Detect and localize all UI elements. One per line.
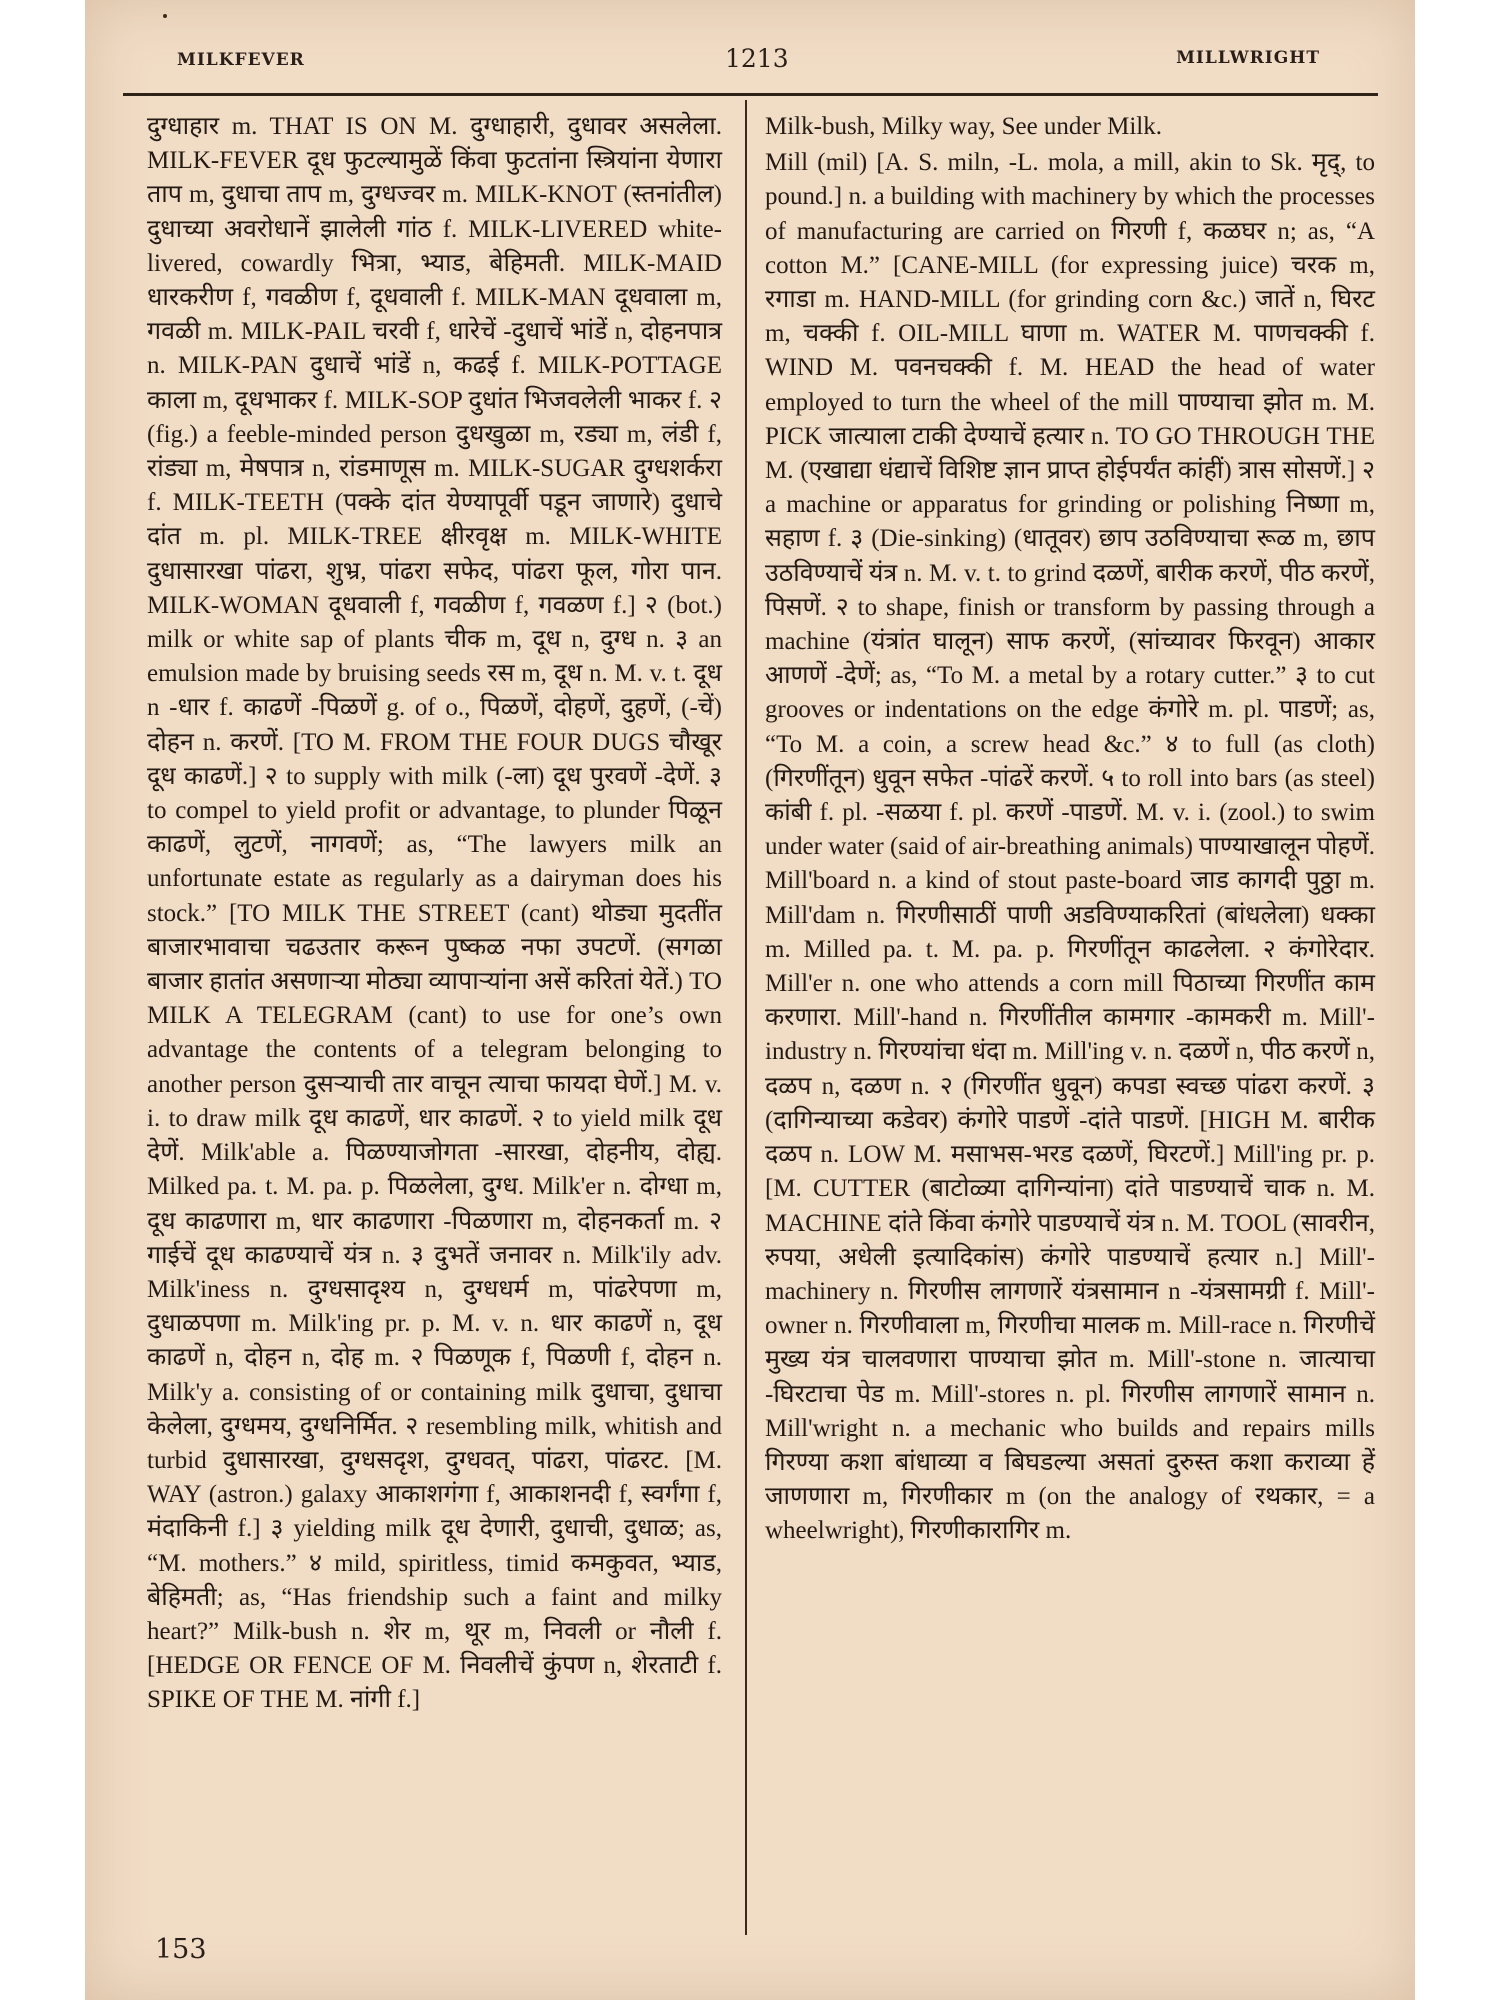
dictionary-entry: दुग्धाहार m. THAT IS ON M. दुग्धाहारी, दुधावर असलेला. MILK-FEVER दूध फुटल्यामुळें किंवा फुटतांना स्त्रियांना येणारा ताप m, दुधाचा ताप m, दुग्धज्वर m. MILK-KNOT (स्तनांतील) दुधाच्या अवरोधानें झालेली गांठ f. MILK-LIVERED white-livered, cowardly भित्रा, भ्याड, बेहिमती. MILK-MAID धारकरीण f, गवळीण f, दूधवाली f. MILK-MAN दूधवाला m, गवळी m. MILK-PAIL चरवी f, धारेचें -दुधाचें भांडें n, दोहनपात्र n. MILK-PAN दुधाचें भांडें n, कढई f. MILK-POTTAGE काला m, दूधभाकर f. MILK-SOP दुधांत भिजवलेली भाकर f. २ (fig.) a feeble-minded person दुधखुळा m, रड्या m, लंडी f, रांड्या m, मेषपात्र n, रांडमाणूस m. MILK-SUGAR दुग्धशर्करा f. MILK-TEETH (पक्के दांत येण्यापूर्वी पडून जाणारे) दुधाचे दांत m. pl. MILK-TREE क्षीरवृक्ष m. MILK-WHITE दुधासारखा पांढरा, शुभ्र, पांढरा सफेद, पांढरा फूल, गोरा पान. MILK-WOMAN दूधवाली f, गवळीण f, गवळण f.] २ (bot.) milk or white sap of plants चीक m, दूध n, दुग्ध n. ३ an emulsion made by bruising seeds रस m, दूध n. M. v. t. दूध n -धार f. काढणें -पिळणें g. of o., पिळणें, दोहणें, दुहणें, (-चें) दोहन n. करणें. [TO M. FROM THE FOUR DUGS चौखूर दूध काढणें.] २ to supply with milk (-ला) दूध पुरवणें -देणें. ३ to compel to yield profit or advantage, to plunder पिळून काढणें, लुटणें, नागवणें; as, “The lawyers milk an unfortunate estate as regularly as a dairyman does his stock.” [TO MILK THE STREET (cant) थोड्या मुदतींत बाजारभावाचा चढउतार करून पुष्कळ नफा उपटणें. (सगळा बाजार हातांत असणाऱ्या मोठ्या व्यापाऱ्यांना असें करितां येतें.) TO MILK A TELEGRAM (cant) to use for one’s own advantage the contents of a telegram belonging to another person दुसऱ्याची तार वाचून त्याचा फायदा घेणें.] M. v. i. to draw milk दूध काढणें, धार काढणें. २ to yield milk दूध देणें. Milk'able a. पिळण्याजोगता -सारखा, दोहनीय, दोह्य. Milked pa. t. M. pa. p. पिळलेला, दुग्ध. Milk'er n. दोग्धा m, दूध काढणारा m, धार काढणारा -पिळणारा m, दोहनकर्ता m. २ गाईचें दूध काढण्याचें यंत्र n. ३ दुभतें जनावर n. Milk'ily adv. Milk'iness n. दुग्धसादृश्य n, दुग्धधर्म m, पांढरेपणा m, दुधाळपणा m. Milk'ing pr. p. M. v. n. धार काढणें n, दूध काढणें n, दोहन n, दोह m. २ पिळणूक f, पिळणी f, दोहन n. Milk'y a. consisting of or containing milk दुधाचा, दुधाचा केलेला, दुग्धमय, दुग्धनिर्मित. २ resembling milk, whitish and turbid दुधासारखा, दुग्धसदृश, दुग्धवत्, पांढरा, पांढरट. [M. WAY (astron.) galaxy आकाशगंगा f, आकाशनदी f, स्वर्गंगा f, मंदाकिनी f.] ३ yielding milk दूध देणारी, दुधाची, दुधाळ; as, “M. mothers.” ४ mild, spiritless, timid कमकुवत, भ्याड, बेहिमती; as, “Has friendship such a faint and milky heart?” Milk-bush n. शेर m, थूर m, निवली or नौली f. [HEDGE OR FENCE OF M. निवलीचें कुंपण n, शेरताटी f. SPIKE OF THE M. नांगी f.]: [147, 113, 722, 1714]
right-guide-word: MILLWRIGHT: [1176, 48, 1320, 68]
left-guide-word: MILKFEVER: [177, 50, 305, 70]
page-header: [85, 44, 1415, 78]
header-rule: [123, 93, 1378, 96]
ink-speck: [163, 14, 167, 18]
signature-mark: 153: [155, 1934, 207, 1965]
dictionary-entry: Mill (mil) [A. S. miln, -L. mola, a mill, akin to Sk. मृद्, to pound.] n. a building with machinery by which the processes of manufacturing are carried on गिरणी f, कळघर n; as, “A cotton M.” [CANE-MILL (for expressing juice) चरक m, रगाडा m. HAND-MILL (for grinding corn &c.) जातें n, घिरट m, चक्की f. OIL-MILL घाणा m. WATER M. पाणचक्की f. WIND M. पवनचक्की f. M. HEAD the head of water employed to turn the wheel of the mill पाण्याचा झोत m. M. PICK जात्याला टाकी देण्याचें हत्यार n. TO GO THROUGH THE M. (एखाद्या धंद्याचें विशिष्ट ज्ञान प्राप्त होईपर्यंत कांहीं) त्रास सोसणें.] २ a machine or apparatus for grinding or polishing निष्णा m, सहाण f. ३ (Die-sinking) (धातूवर) छाप उठविण्याचा रूळ m, छाप उठविण्याचें यंत्र n. M. v. t. to grind दळणें, बारीक करणें, पीठ करणें, पिसणें. २ to shape, finish or transform by passing through a machine (यंत्रांत घालून) साफ करणें, (सांच्यावर फिरवून) आकार आणणें -देणें; as, “To M. a metal by a rotary cutter.” ३ to cut grooves or indentations on the edge कंगोरे m. pl. पाडणें; as, “To M. a coin, a screw head &c.” ४ to full (as cloth) (गिरणींतून) धुवून सफेत -पांढरें करणें. ५ to roll into bars (as steel) कांबी f. pl. -सळया f. pl. करणें -पाडणें. M. v. i. (zool.) to swim under water (said of air-breathing animals) पाण्याखालून पोहणें. Mill'board n. a kind of stout paste-board जाड कागदी पुठ्ठा m. Mill'dam n. गिरणीसाठीं पाणी अडविण्याकरितां (बांधलेला) धक्का m. Milled pa. t. M. pa. p. गिरणींतून काढलेला. २ कंगोरेदार. Mill'er n. one who attends a corn mill पिठाच्या गिरणींत काम करणारा. Mill'-hand n. गिरणींतील कामगार -कामकरी m. Mill'-industry n. गिरण्यांचा धंदा m. Mill'ing v. n. दळणें n, पीठ करणें n, दळप n, दळण n. २ (गिरणींत धुवून) कपडा स्वच्छ पांढरा करणें. ३ (दागिन्याच्या कडेवर) कंगोरे पाडणें -दांते पाडणें. [HIGH M. बारीक दळप n. LOW M. मसाभस-भरड दळणें, घिरटणें.] Mill'ing pr. p. [M. CUTTER (बाटोळ्या दागिन्यांना) दांते पाडण्याचें चाक n. M. MACHINE दांते किंवा कंगोरे पाडण्याचें यंत्र n. M. TOOL (सावरीन, रुपया, अधेली इत्यादिकांस) कंगोरे पाडण्याचें हत्यार n.] Mill'-machinery n. गिरणीस लागणारें यंत्रसामान n -यंत्रसामग्री f. Mill'-owner n. गिरणीवाला m, गिरणीचा मालक m. Mill-race n. गिरणीचें मुख्य यंत्र चालवणारा पाण्याचा झोत m. Mill'-stone n. जात्याचा -घिरटाचा पेड m. Mill'-stores n. pl. गिरणीस लागणारें सामान n. Mill'wright n. a mechanic who builds and repairs mills गिरण्या कशा बांधाव्या व बिघडल्या असतां दुरुस्त कशा कराव्या हें जाणणारा m, गिरणीकार m (on the analogy of रथकार, = a wheelwright), गिरणीकारागिर m.: [765, 149, 1375, 1545]
page-number: 1213: [725, 44, 789, 73]
dictionary-page: [85, 0, 1415, 2000]
dictionary-entry: Milk-bush, Milky way, See under Milk.: [765, 113, 1162, 140]
column-divider: [745, 100, 747, 1935]
right-column: [765, 110, 1375, 1549]
left-column: [147, 110, 722, 1718]
